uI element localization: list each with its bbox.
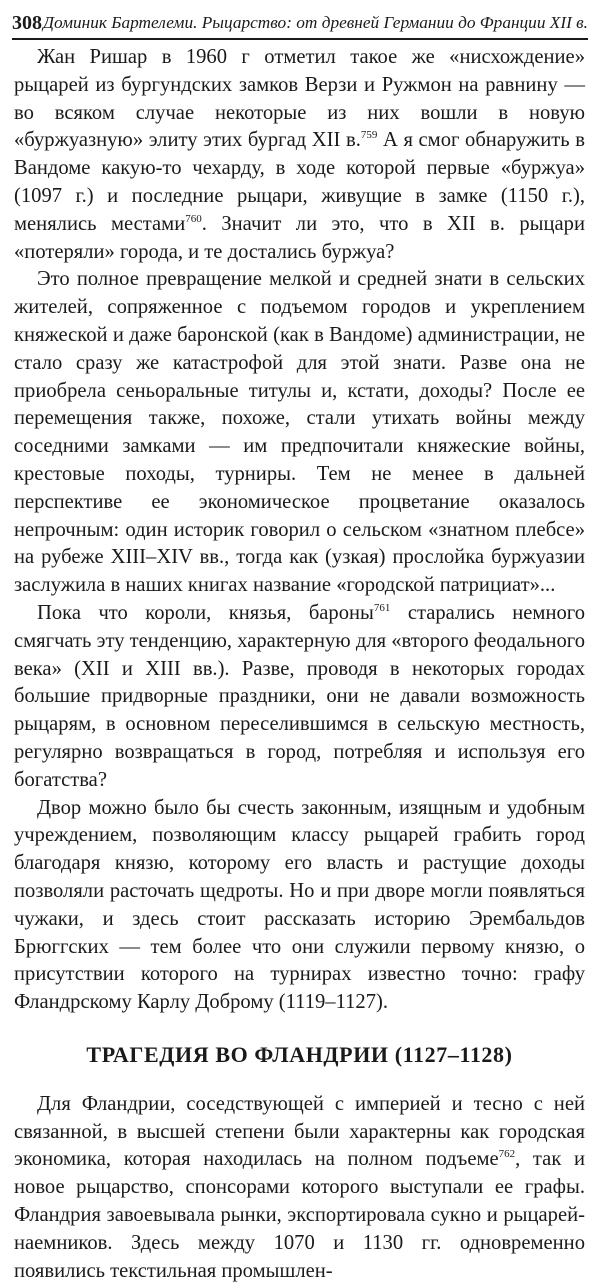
text-run: А я смог обнаружить в Вандоме какую-то чехарду, в ходе которой первые «буржуа» (1097 г.) и последние рыцари, живущие в замке (1150 г.), менялись местами <box>14 129 585 235</box>
text-run: старались немного смягчать эту тенденцию, характерную для «второго феодального века» (XII и XIII вв.). Разве, проводя в некоторых городах большие придворные праздники, они не давали возможность рыцарям, в основном переселившимся в сельскую местность, регулярно возвращаться в город, потребляя и используя его богатства? <box>14 601 585 791</box>
page-header <box>12 8 588 40</box>
text-run: Пока что короли, князья, бароны <box>37 601 374 624</box>
paragraph <box>14 44 585 266</box>
text-run: Жан Ришар в 1960 г отметил такое же «нисхождение» рыцарей из бургундских замков Верзи и Ружмон на равнину — во всяком случае некоторые из них вошли в новую «буржуазную» элиту этих бургад XII в. <box>14 46 585 152</box>
paragraph <box>14 266 585 600</box>
footnote-marker: 762 <box>498 1148 516 1161</box>
text-run: . Значит ли это, что в XII в. рыцари «потеряли» города, и те достались буржуа? <box>14 212 585 263</box>
footnote-marker: 761 <box>373 601 391 614</box>
text-run: , так и новое рыцарство, спонсорами которого выступали ее графы. Фландрия завоевывала рынки, экспортировала сукно и рыцарей-наемников. Здесь между 1070 и 1130 гг. одновременно появились текстильная промышлен- <box>14 1148 585 1282</box>
page-number: 308 <box>12 11 42 34</box>
body-text <box>14 44 585 1285</box>
paragraph-group <box>14 44 585 1017</box>
running-title: Доминик Бартелеми. Рыцарство: от древней Германии до Франции XII в. <box>43 13 588 32</box>
footnote-marker: 759 <box>360 129 378 142</box>
text-run: Для Фландрии, соседствующей с империей и тесно с ней связанной, в высшей степени были характерны как городская экономика, которая находилась на полном подъеме <box>14 1092 585 1171</box>
paragraph-group <box>14 1091 585 1285</box>
paragraph <box>14 795 585 1017</box>
paragraph <box>14 600 585 795</box>
paragraph <box>14 1091 585 1285</box>
footnote-marker: 760 <box>185 212 202 225</box>
section-heading: ТРАГЕДИЯ ВО ФЛАНДРИИ (1127–1128) <box>86 1041 513 1067</box>
text-run: Двор можно было бы счесть законным, изящным и удобным учреждением, позволяющим классу рыцарей грабить город благодаря князю, которому его власть и растущие доходы позволяли расточать щедроты. Но и при дворе могли появляться чужаки, и здесь стоит рассказать историю Эрембальдов Брюггских — тем более что они служили первому князю, о присутствии которого на турнирах известно точно: графу Фландрскому Карлу Доброму (1119–1127). <box>14 796 585 1014</box>
text-run: Это полное превращение мелкой и средней знати в сельских жителей, сопряженное с подъемом городов и укреплением княжеской и даже баронской (как в Вандоме) администрации, не стало сразу же катастрофой для этой знати. Разве она не приобрела сеньоральные титулы и, кстати, доходы? После ее перемещения также, похоже, стали утихать войны между соседними замками — им предпочитали княжеские войны, крестовые походы, турниры. Тем не менее в дальней перспективе ее экономическое процветание оказалось непрочным: один историк говорил о сельском «знатном плебсе» на рубеже XIII–XIV вв., тогда как (узкая) прослойка буржуазии заслужила в наших книгах название «городской патрициат»... <box>14 268 585 597</box>
